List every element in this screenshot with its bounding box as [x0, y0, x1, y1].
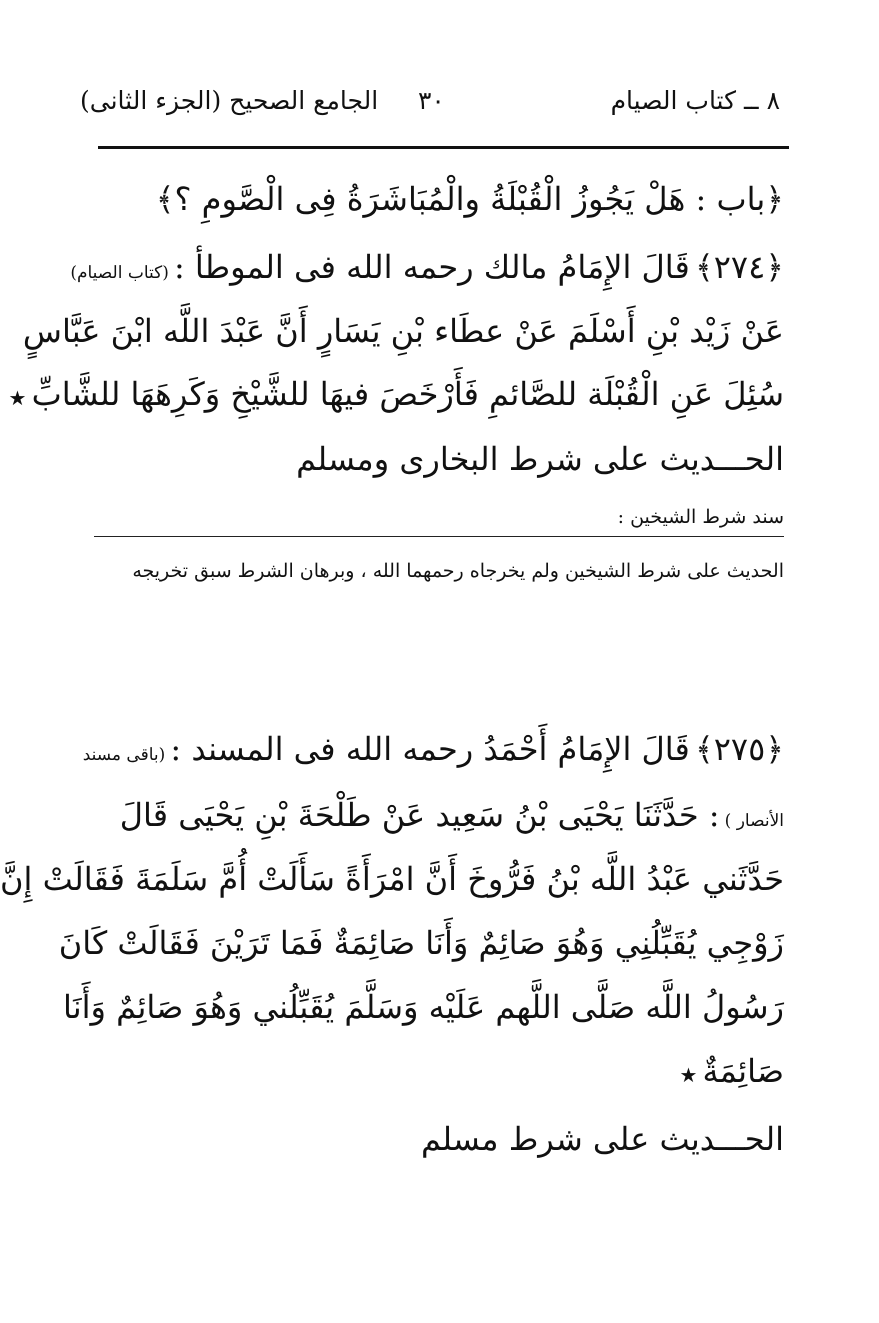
hadith-275-heading [82, 730, 784, 768]
sanad-note: الحديث على شرط الشيخين ولم يخرجاه رحمهما الله ، وبرهان الشرط سبق تخريجه [132, 560, 784, 582]
hadith-274-verdict: الحـــديث على شرط البخارى ومسلم [296, 440, 784, 478]
header-rule [98, 146, 789, 149]
hadith-275-end-star: ★ [679, 1063, 698, 1087]
hadith-274-intro: قَالَ الإِمَامُ مالك رحمه الله فى الموطأ : [173, 248, 690, 286]
hadith-275-source-part1: (باقى مسند [82, 745, 166, 765]
hadith-275-source-part2: الأنصار ) [724, 811, 784, 831]
hadith-275-text-line1: : حَدَّثَنَا يَحْيَى بْنُ سَعِيد عَنْ طَلْحَةَ بْنِ يَحْيَى قَالَ [119, 796, 720, 834]
chapter-title: ﴿باب : هَلْ يَجُوزُ الْقُبْلَةُ والْمُبَاشَرَةُ فِى الْصَّومِ ؟﴾ [155, 180, 784, 218]
hadith-274-number: ﴿٢٧٤﴾ [694, 248, 784, 286]
hadith-275-intro: قَالَ الإِمَامُ أَحْمَدُ رحمه الله فى المسند : [170, 730, 690, 768]
hadith-275-text-line2: حَدَّثَني عَبْدُ اللَّه بْنُ فَرُّوخَ أَنَّ امْرَأَةً سَأَلَتْ أُمَّ سَلَمَةَ فَقَالَتْ إِنَّ [0, 860, 784, 898]
sanad-underline [94, 536, 784, 537]
hadith-275-verdict: الحـــديث على شرط مسلم [420, 1120, 784, 1158]
hadith-274-text-line1: عَنْ زَيْد بْنِ أَسْلَمَ عَنْ عطَاء بْنِ يَسَارٍ أَنَّ عَبْدَ اللَّه ابْنَ عَبَّاسٍ [22, 312, 784, 350]
hadith-275-number: ﴿٢٧٥﴾ [694, 730, 784, 768]
hadith-275-text-line5: صَائِمَةٌ [702, 1052, 784, 1090]
hadith-274-source: (كتاب الصيام) [70, 263, 169, 283]
hadith-274-text-line2: سُئِلَ عَنِ الْقُبْلَة للصَّائمِ فَأَرْخَصَ فيهَا للشَّيْخِ وَكَرِهَهَا للشَّابِّ [31, 375, 784, 413]
header-chapter: ٨ ــ كتاب الصيام [610, 86, 780, 115]
page-number: ٣٠ [418, 86, 445, 115]
hadith-275-line1-wrap [120, 796, 784, 834]
hadith-274-heading [70, 248, 784, 286]
sanad-heading: سند شرط الشيخين : [617, 506, 784, 528]
hadith-274-text-line2-wrap [9, 375, 784, 413]
hadith-275-text-line4: رَسُولُ اللَّه صَلَّى اللَّهم عَلَيْه وَسَلَّمَ يُقَبِّلُني وَهُوَ صَائِمٌ وَأَنَا [62, 988, 784, 1026]
header-book-title: الجامع الصحيح (الجزء الثانى) [80, 86, 379, 115]
hadith-275-text-line3: زَوْجِي يُقَبِّلُنِي وَهُوَ صَائِمٌ وَأَنَا صَائِمَةٌ فَمَا تَرَيْنَ فَقَالَتْ كَانَ [58, 924, 784, 962]
hadith-274-end-star: ★ [8, 386, 27, 410]
hadith-275-line5-wrap [679, 1052, 784, 1090]
running-header [80, 86, 780, 126]
